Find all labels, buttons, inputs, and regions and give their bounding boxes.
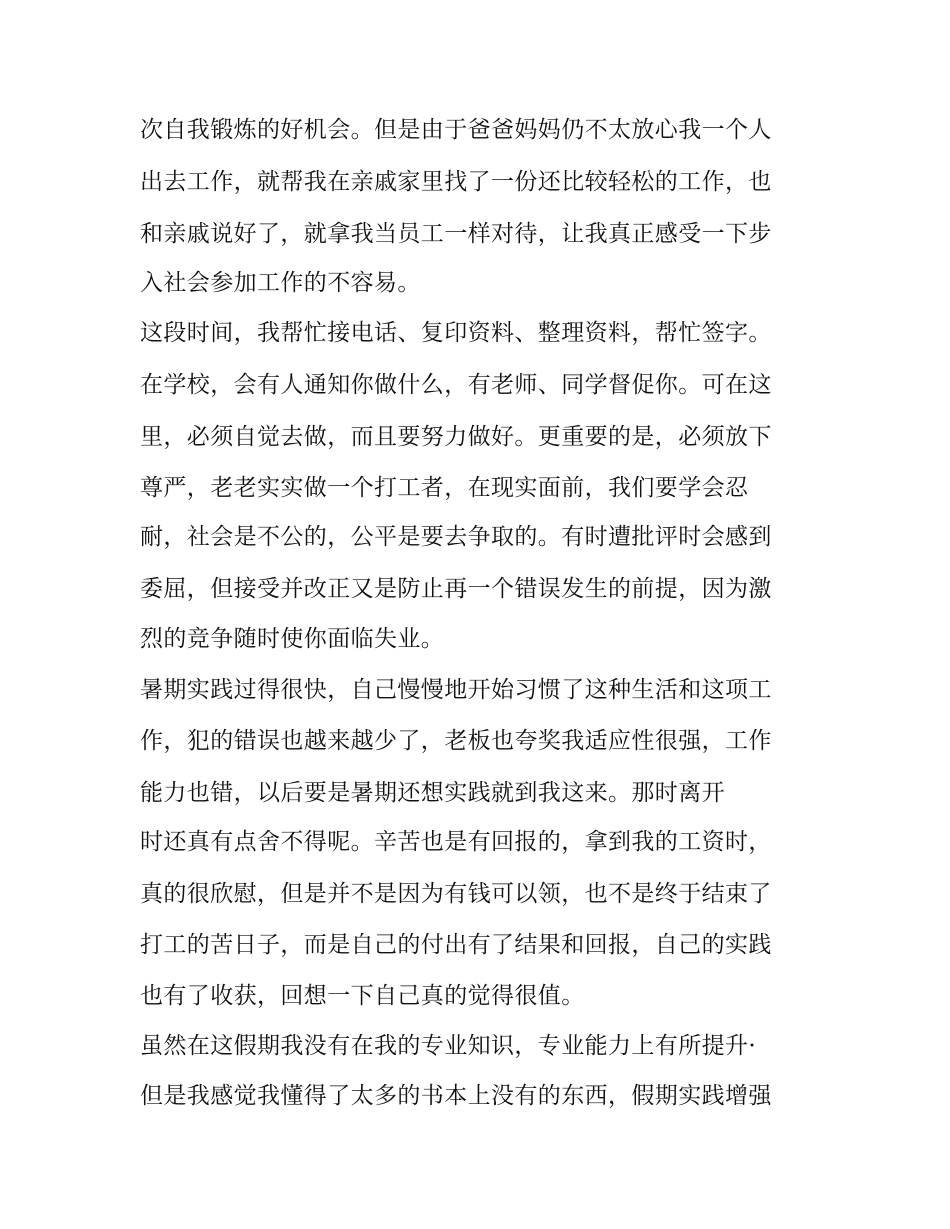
text-line: 虽然在这假期我没有在我的专业知识，专业能力上有所提升· <box>140 1033 757 1059</box>
text-line: 作，犯的错误也越来越少了，老板也夸奖我适应性很强，工作 <box>140 728 772 754</box>
text-line: 入社会参加工作的不容易。 <box>140 270 421 296</box>
text-line: 里，必须自觉去做，而且要努力做好。更重要的是，必须放下 <box>140 424 772 450</box>
text-line: 也有了收获，回想一下自己真的觉得很值。 <box>140 983 585 1009</box>
text-line: 耐，社会是不公的，公平是要去争取的。有时遭批评时会感到 <box>140 524 772 550</box>
text-line: 真的很欣慰，但是并不是因为有钱可以领，也不是终于结束了 <box>140 881 772 907</box>
text-line: 尊严，老老实实做一个打工者，在现实面前，我们要学会忍 <box>140 475 749 501</box>
text-line: 出去工作，就帮我在亲戚家里找了一份还比较轻松的工作，也 <box>140 169 772 195</box>
text-line: 次自我锻炼的好机会。但是由于爸爸妈妈仍不太放心我一个人 <box>140 117 772 143</box>
text-line: 在学校，会有人通知你做什么，有老师、同学督促你。可在这 <box>140 372 772 398</box>
text-line: 暑期实践过得很快，自己慢慢地开始习惯了这种生活和这项工 <box>140 677 772 703</box>
text-line: 时还真有点舍不得呢。辛苦也是有回报的，拿到我的工资时， <box>140 829 772 855</box>
text-line: 这段时间，我帮忙接电话、复印资料、整理资料，帮忙签字。 <box>140 320 772 346</box>
text-line: 和亲戚说好了，就拿我当员工一样对待，让我真正感受一下步 <box>140 221 772 247</box>
text-line: 烈的竞争随时使你面临失业。 <box>140 626 445 652</box>
text-line: 打工的苦日子，而是自己的付出有了结果和回报，自己的实践 <box>140 932 772 958</box>
text-line: 但是我感觉我懂得了太多的书本上没有的东西，假期实践增强 <box>140 1083 772 1109</box>
text-line: 委屈，但接受并改正又是防止再一个错误发生的前提，因为激 <box>140 576 772 602</box>
text-line: 能力也错，以后要是暑期还想实践就到我这来。那时离开 <box>140 780 725 806</box>
